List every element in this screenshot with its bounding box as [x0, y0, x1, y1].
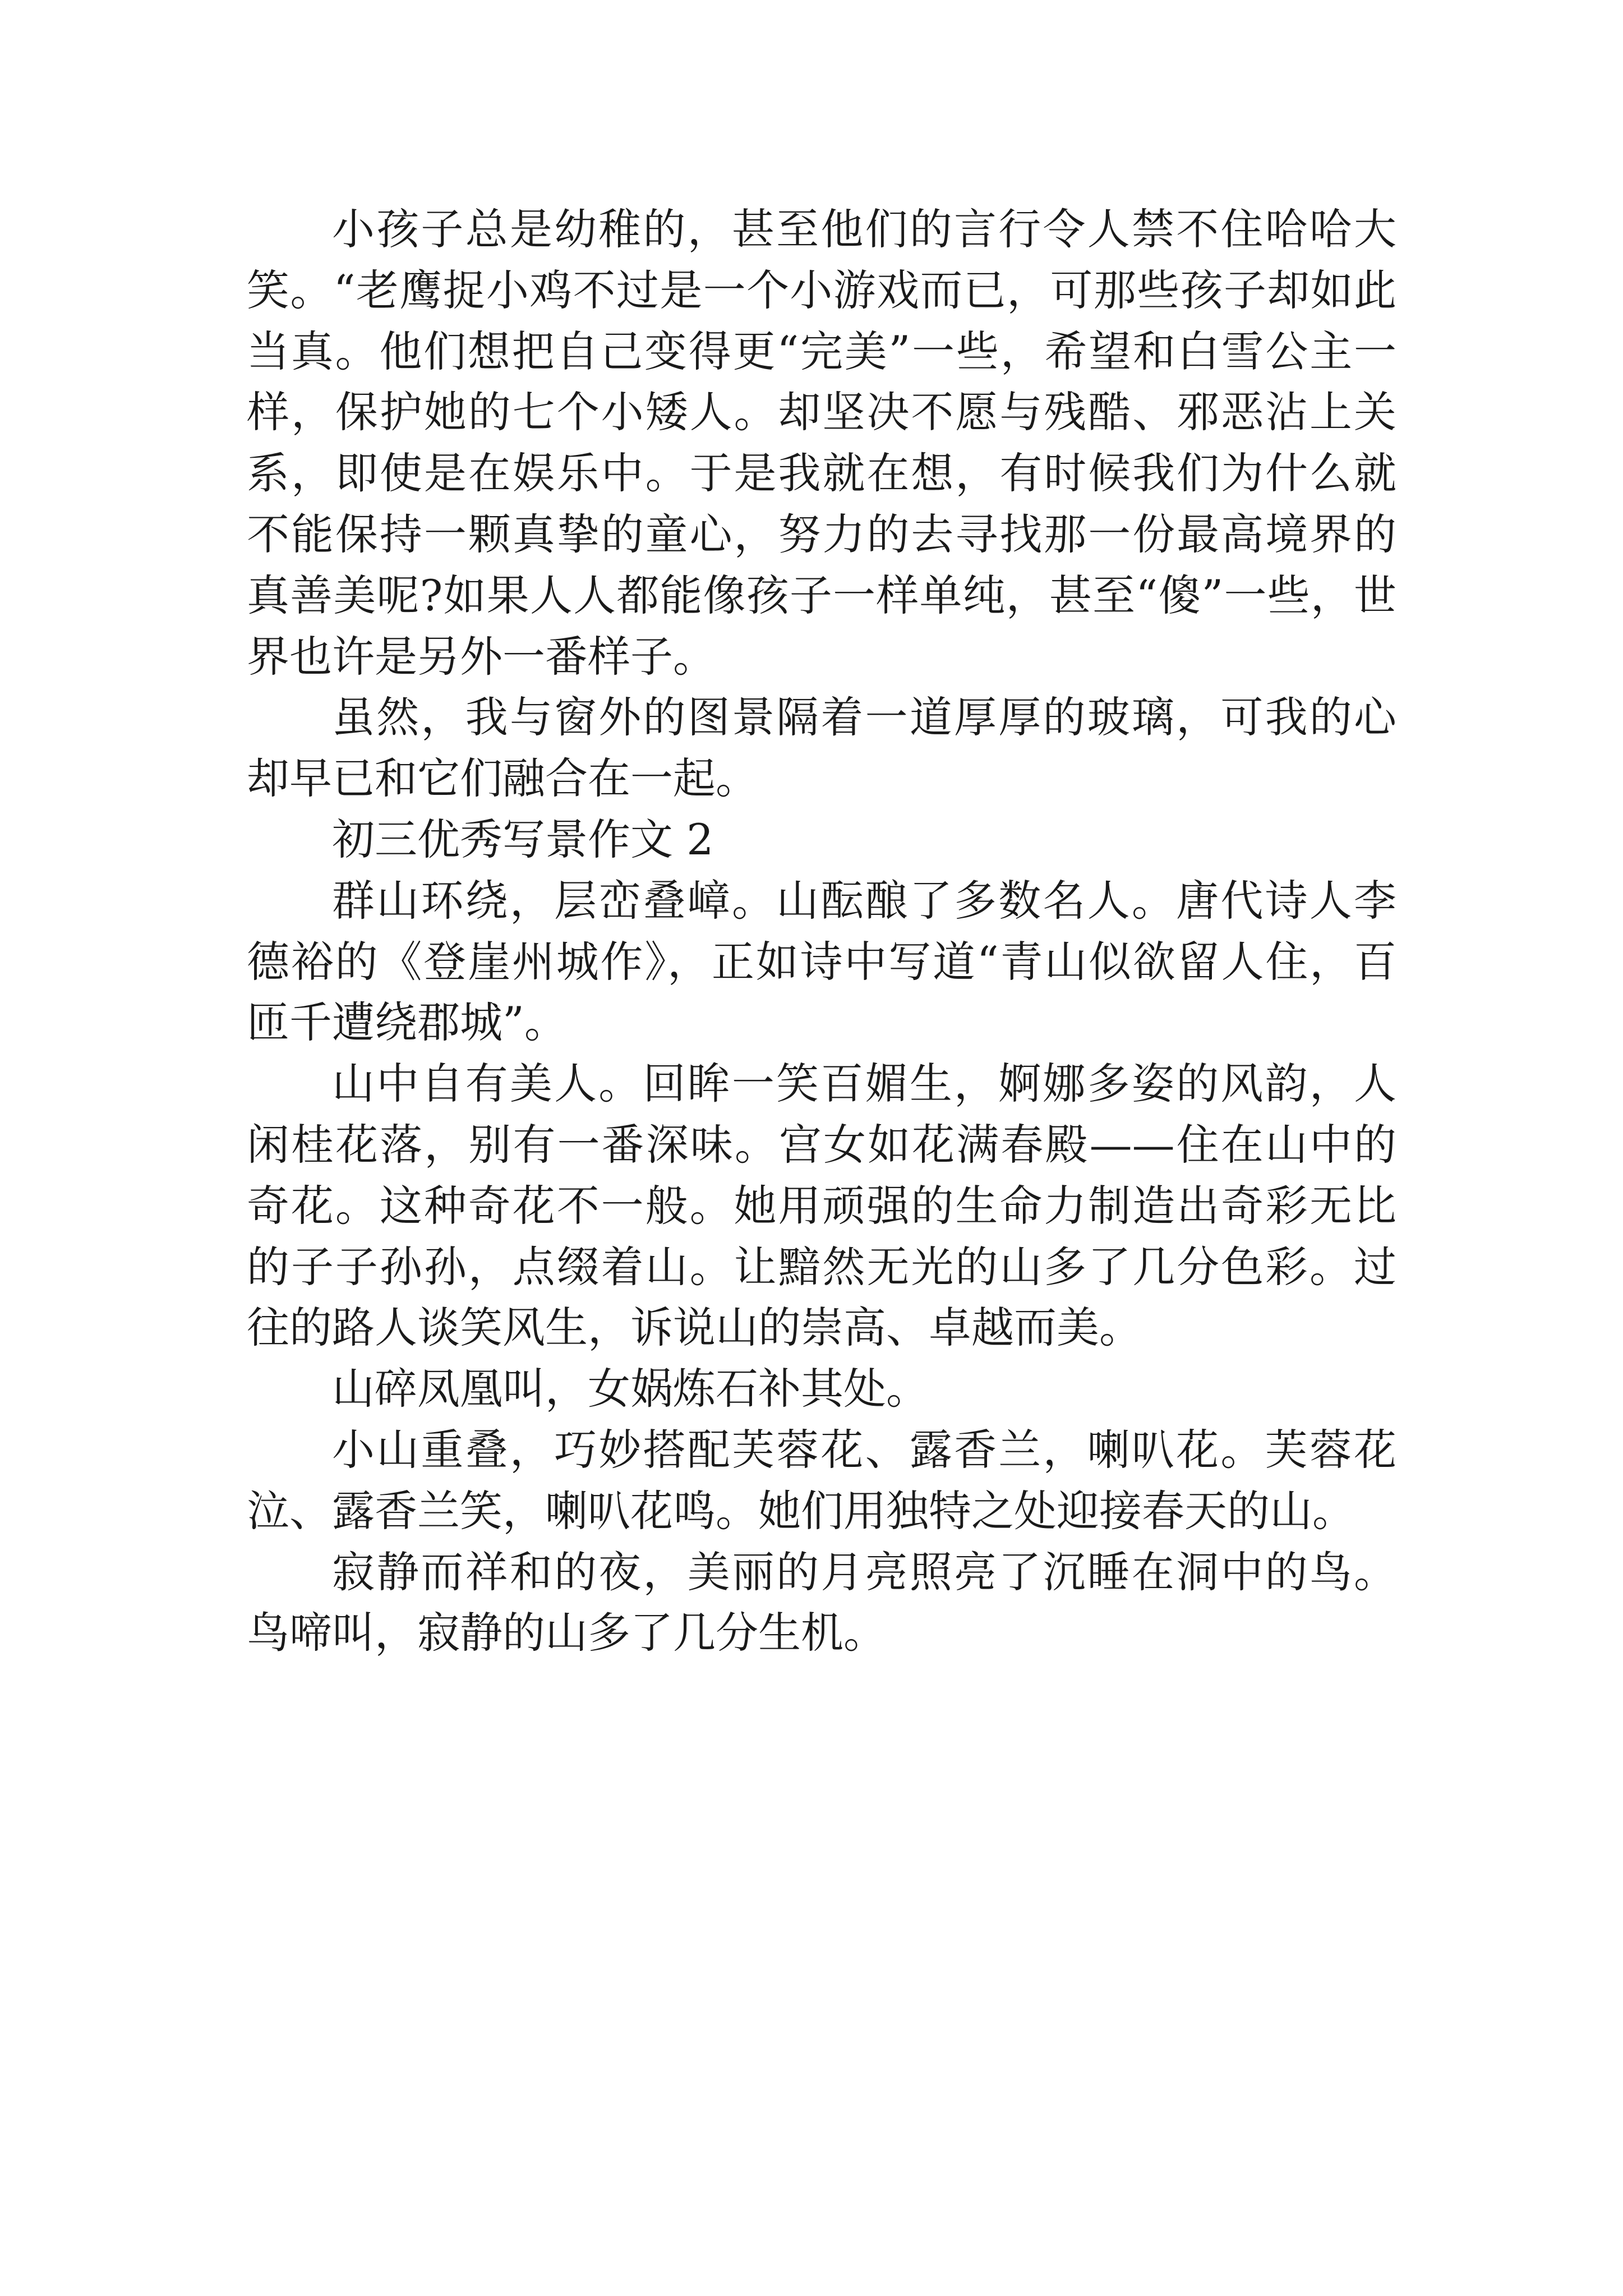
paragraph-night: 寂静而祥和的夜，美丽的月亮照亮了沉睡在洞中的鸟。鸟啼叫，寂静的山多了几分生机。: [247, 1547, 1396, 1658]
paragraph-phoenix: 山碎凤凰叫，女娲炼石补其处。: [332, 1364, 929, 1414]
paragraph-window-glass: 虽然，我与窗外的图景隔着一道厚厚的玻璃，可我的心却早已和它们融合在一起。: [247, 692, 1396, 804]
paragraph-flowers: 小山重叠，巧妙搭配芙蓉花、露香兰，喇叭花。芙蓉花泣、露香兰笑，喇叭花鸣。她们用独特之处迎接春天的山。: [247, 1424, 1396, 1536]
paragraph-mountains: 群山环绕，层峦叠嶂。山酝酿了多数名人。唐代诗人李德裕的《登崖州城作》，正如诗中写道“青山似欲留人住，百匝千遭绕郡城”。: [247, 875, 1396, 1048]
document-body: [247, 199, 1396, 1664]
paragraph-beauty-in-mountain: 山中自有美人。回眸一笑百媚生，婀娜多姿的风韵，人闲桂花落，别有一番深味。宫女如花满春殿——住在山中的奇花。这种奇花不一般。她用顽强的生命力制造出奇彩无比的子子孙孙，点缀着山。让黯然无光的山多了几分色彩。过往的路人谈笑风生，诉说山的崇高、卓越而美。: [247, 1059, 1396, 1353]
essay-title-2: 初三优秀写景作文 2: [332, 814, 714, 864]
paragraph-children-naivety: 小孩子总是幼稚的，甚至他们的言行令人禁不住哈哈大笑。“老鹰捉小鸡不过是一个小游戏而已，可那些孩子却如此当真。他们想把自己变得更“完美”一些，希望和白雪公主一样，保护她的七个小矮人。却坚决不愿与残酷、邪恶沾上关系，即使是在娱乐中。于是我就在想，有时候我们为什么就不能保持一颗真挚的童心，努力的去寻找那一份最高境界的真善美呢?如果人人都能像孩子一样单纯，甚至“傻”一些，世界也许是另外一番样子。: [247, 204, 1396, 682]
